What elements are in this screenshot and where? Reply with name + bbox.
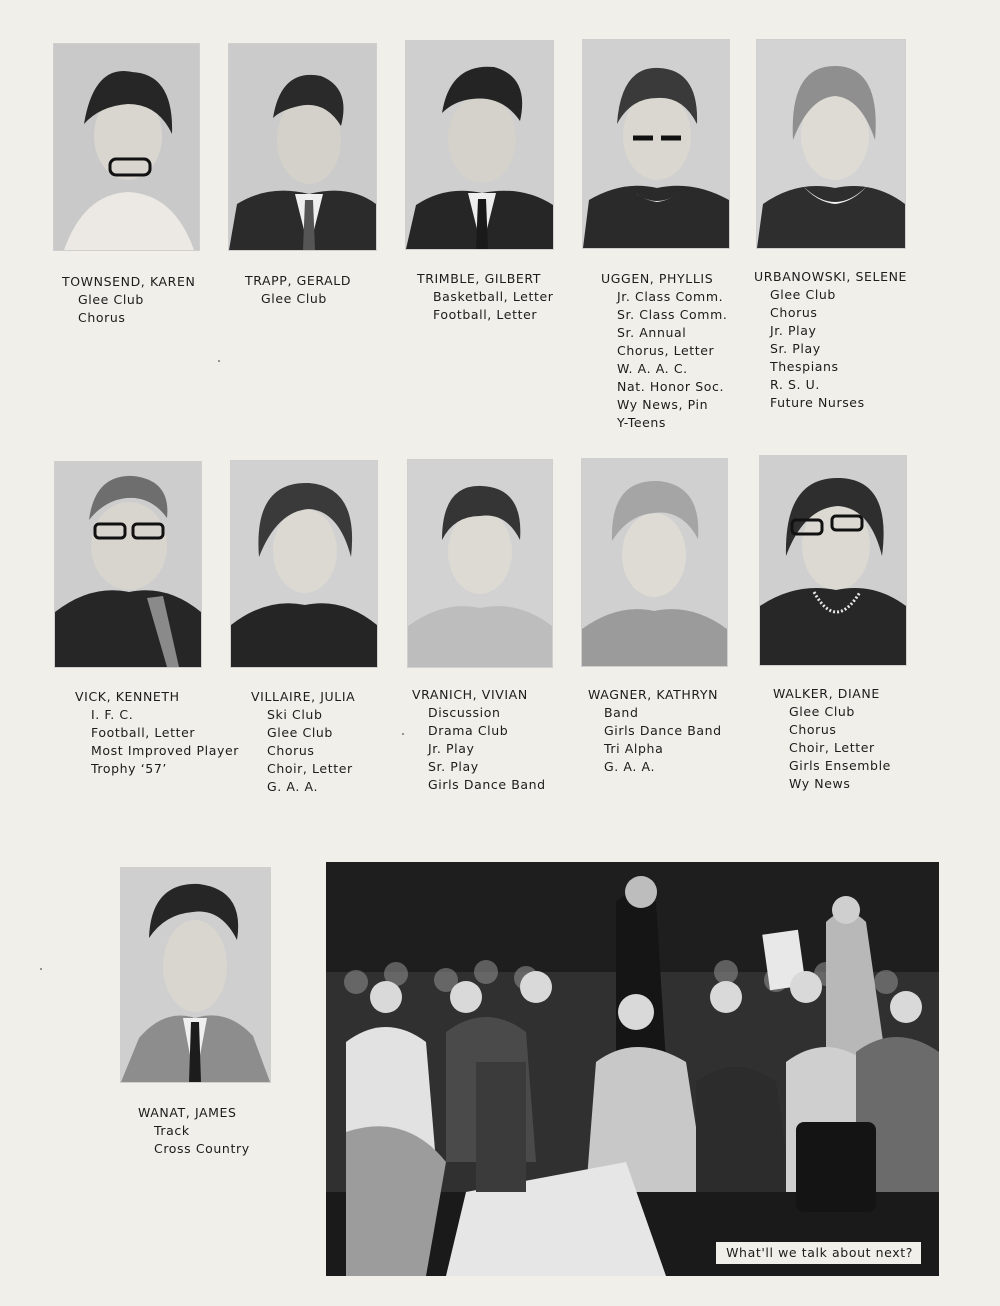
activity-item: Chorus xyxy=(267,743,315,758)
activity-item: Jr. Play xyxy=(770,323,817,338)
portrait-photo xyxy=(583,40,729,248)
activity-list xyxy=(412,704,546,794)
portrait-photo xyxy=(55,462,201,667)
student-name: VICK, KENNETH xyxy=(75,689,180,704)
student-caption xyxy=(773,685,891,793)
activity-item: Jr. Class Comm. xyxy=(617,289,724,304)
activity-item: Sr. Play xyxy=(428,759,479,774)
activity-item: R. S. U. xyxy=(770,377,820,392)
activity-item: Choir, Letter xyxy=(267,761,353,776)
activity-item: Chorus xyxy=(770,305,818,320)
activity-list xyxy=(773,703,891,793)
activity-item: Glee Club xyxy=(78,292,144,307)
print-speck xyxy=(40,968,42,970)
student-caption xyxy=(245,272,351,308)
activity-list xyxy=(245,290,351,308)
activity-item: Wy News xyxy=(789,776,851,791)
student-caption xyxy=(754,268,907,412)
activity-item: Chorus xyxy=(78,310,126,325)
activity-item: Girls Dance Band xyxy=(604,723,722,738)
activity-item: Thespians xyxy=(770,359,839,374)
activity-item: G. A. A. xyxy=(604,759,656,774)
photo-caption: What'll we talk about next? xyxy=(716,1242,921,1264)
activity-item: Sr. Play xyxy=(770,341,821,356)
student-name: TRAPP, GERALD xyxy=(245,273,352,288)
activity-list xyxy=(251,706,355,796)
activity-list xyxy=(75,706,239,778)
portrait-photo xyxy=(582,459,727,666)
activity-item: Ski Club xyxy=(267,707,323,722)
activity-list xyxy=(417,288,554,324)
activity-item: W. A. A. C. xyxy=(617,361,688,376)
activity-item: Drama Club xyxy=(428,723,509,738)
activity-item: Choir, Letter xyxy=(789,740,875,755)
student-caption xyxy=(251,688,355,796)
activity-item: Chorus, Letter xyxy=(617,343,715,358)
activity-item: Most Improved Player xyxy=(91,743,240,758)
portrait-photo xyxy=(760,456,906,665)
portrait-photo xyxy=(408,460,552,667)
activity-item: Glee Club xyxy=(261,291,327,306)
activity-item: Y-Teens xyxy=(617,415,667,430)
activity-list xyxy=(754,286,907,412)
student-caption xyxy=(601,270,727,432)
student-name: TRIMBLE, GILBERT xyxy=(417,271,541,286)
activity-item: Girls Dance Band xyxy=(428,777,546,792)
portrait-photo xyxy=(757,40,905,248)
activity-item: Nat. Honor Soc. xyxy=(617,379,725,394)
activity-item: Glee Club xyxy=(267,725,333,740)
activity-item: Tri Alpha xyxy=(604,741,664,756)
student-name: WAGNER, KATHRYN xyxy=(588,687,719,702)
activity-item: Chorus xyxy=(789,722,837,737)
activity-item: Future Nurses xyxy=(770,395,865,410)
portrait-photo xyxy=(121,868,270,1082)
portrait-photo xyxy=(229,44,376,250)
activity-item: Discussion xyxy=(428,705,501,720)
student-name: WALKER, DIANE xyxy=(773,686,880,701)
activity-item: Track xyxy=(154,1123,190,1138)
student-name: UGGEN, PHYLLIS xyxy=(601,271,714,286)
activity-list xyxy=(588,704,722,776)
group-photo xyxy=(326,862,939,1276)
student-caption xyxy=(588,686,722,776)
activity-item: Girls Ensemble xyxy=(789,758,891,773)
print-speck xyxy=(218,360,220,362)
activity-list xyxy=(601,288,727,432)
activity-list xyxy=(62,291,195,327)
student-caption xyxy=(138,1104,250,1158)
student-caption xyxy=(417,270,554,324)
activity-item: Football, Letter xyxy=(91,725,196,740)
student-name: URBANOWSKI, SELENE xyxy=(754,269,908,284)
activity-list xyxy=(138,1122,250,1158)
print-speck xyxy=(402,733,404,735)
portrait-photo xyxy=(54,44,199,250)
student-name: VRANICH, VIVIAN xyxy=(412,687,528,702)
activity-item: Jr. Play xyxy=(428,741,475,756)
activity-item: Sr. Class Comm. xyxy=(617,307,728,322)
activity-item: Football, Letter xyxy=(433,307,538,322)
activity-item: Basketball, Letter xyxy=(433,289,554,304)
activity-item: Sr. Annual xyxy=(617,325,687,340)
student-caption xyxy=(412,686,546,794)
student-name: TOWNSEND, KAREN xyxy=(62,274,196,289)
student-caption xyxy=(75,688,239,778)
student-name: VILLAIRE, JULIA xyxy=(251,689,356,704)
activity-item: Trophy ‘57’ xyxy=(91,761,167,776)
portrait-photo xyxy=(406,41,553,249)
activity-item: G. A. A. xyxy=(267,779,319,794)
student-caption xyxy=(62,273,195,327)
activity-item: Wy News, Pin xyxy=(617,397,709,412)
activity-item: Glee Club xyxy=(770,287,836,302)
activity-item: Band xyxy=(604,705,639,720)
activity-item: I. F. C. xyxy=(91,707,134,722)
portrait-photo xyxy=(231,461,377,667)
student-name: WANAT, JAMES xyxy=(138,1105,237,1120)
activity-item: Glee Club xyxy=(789,704,855,719)
activity-item: Cross Country xyxy=(154,1141,250,1156)
